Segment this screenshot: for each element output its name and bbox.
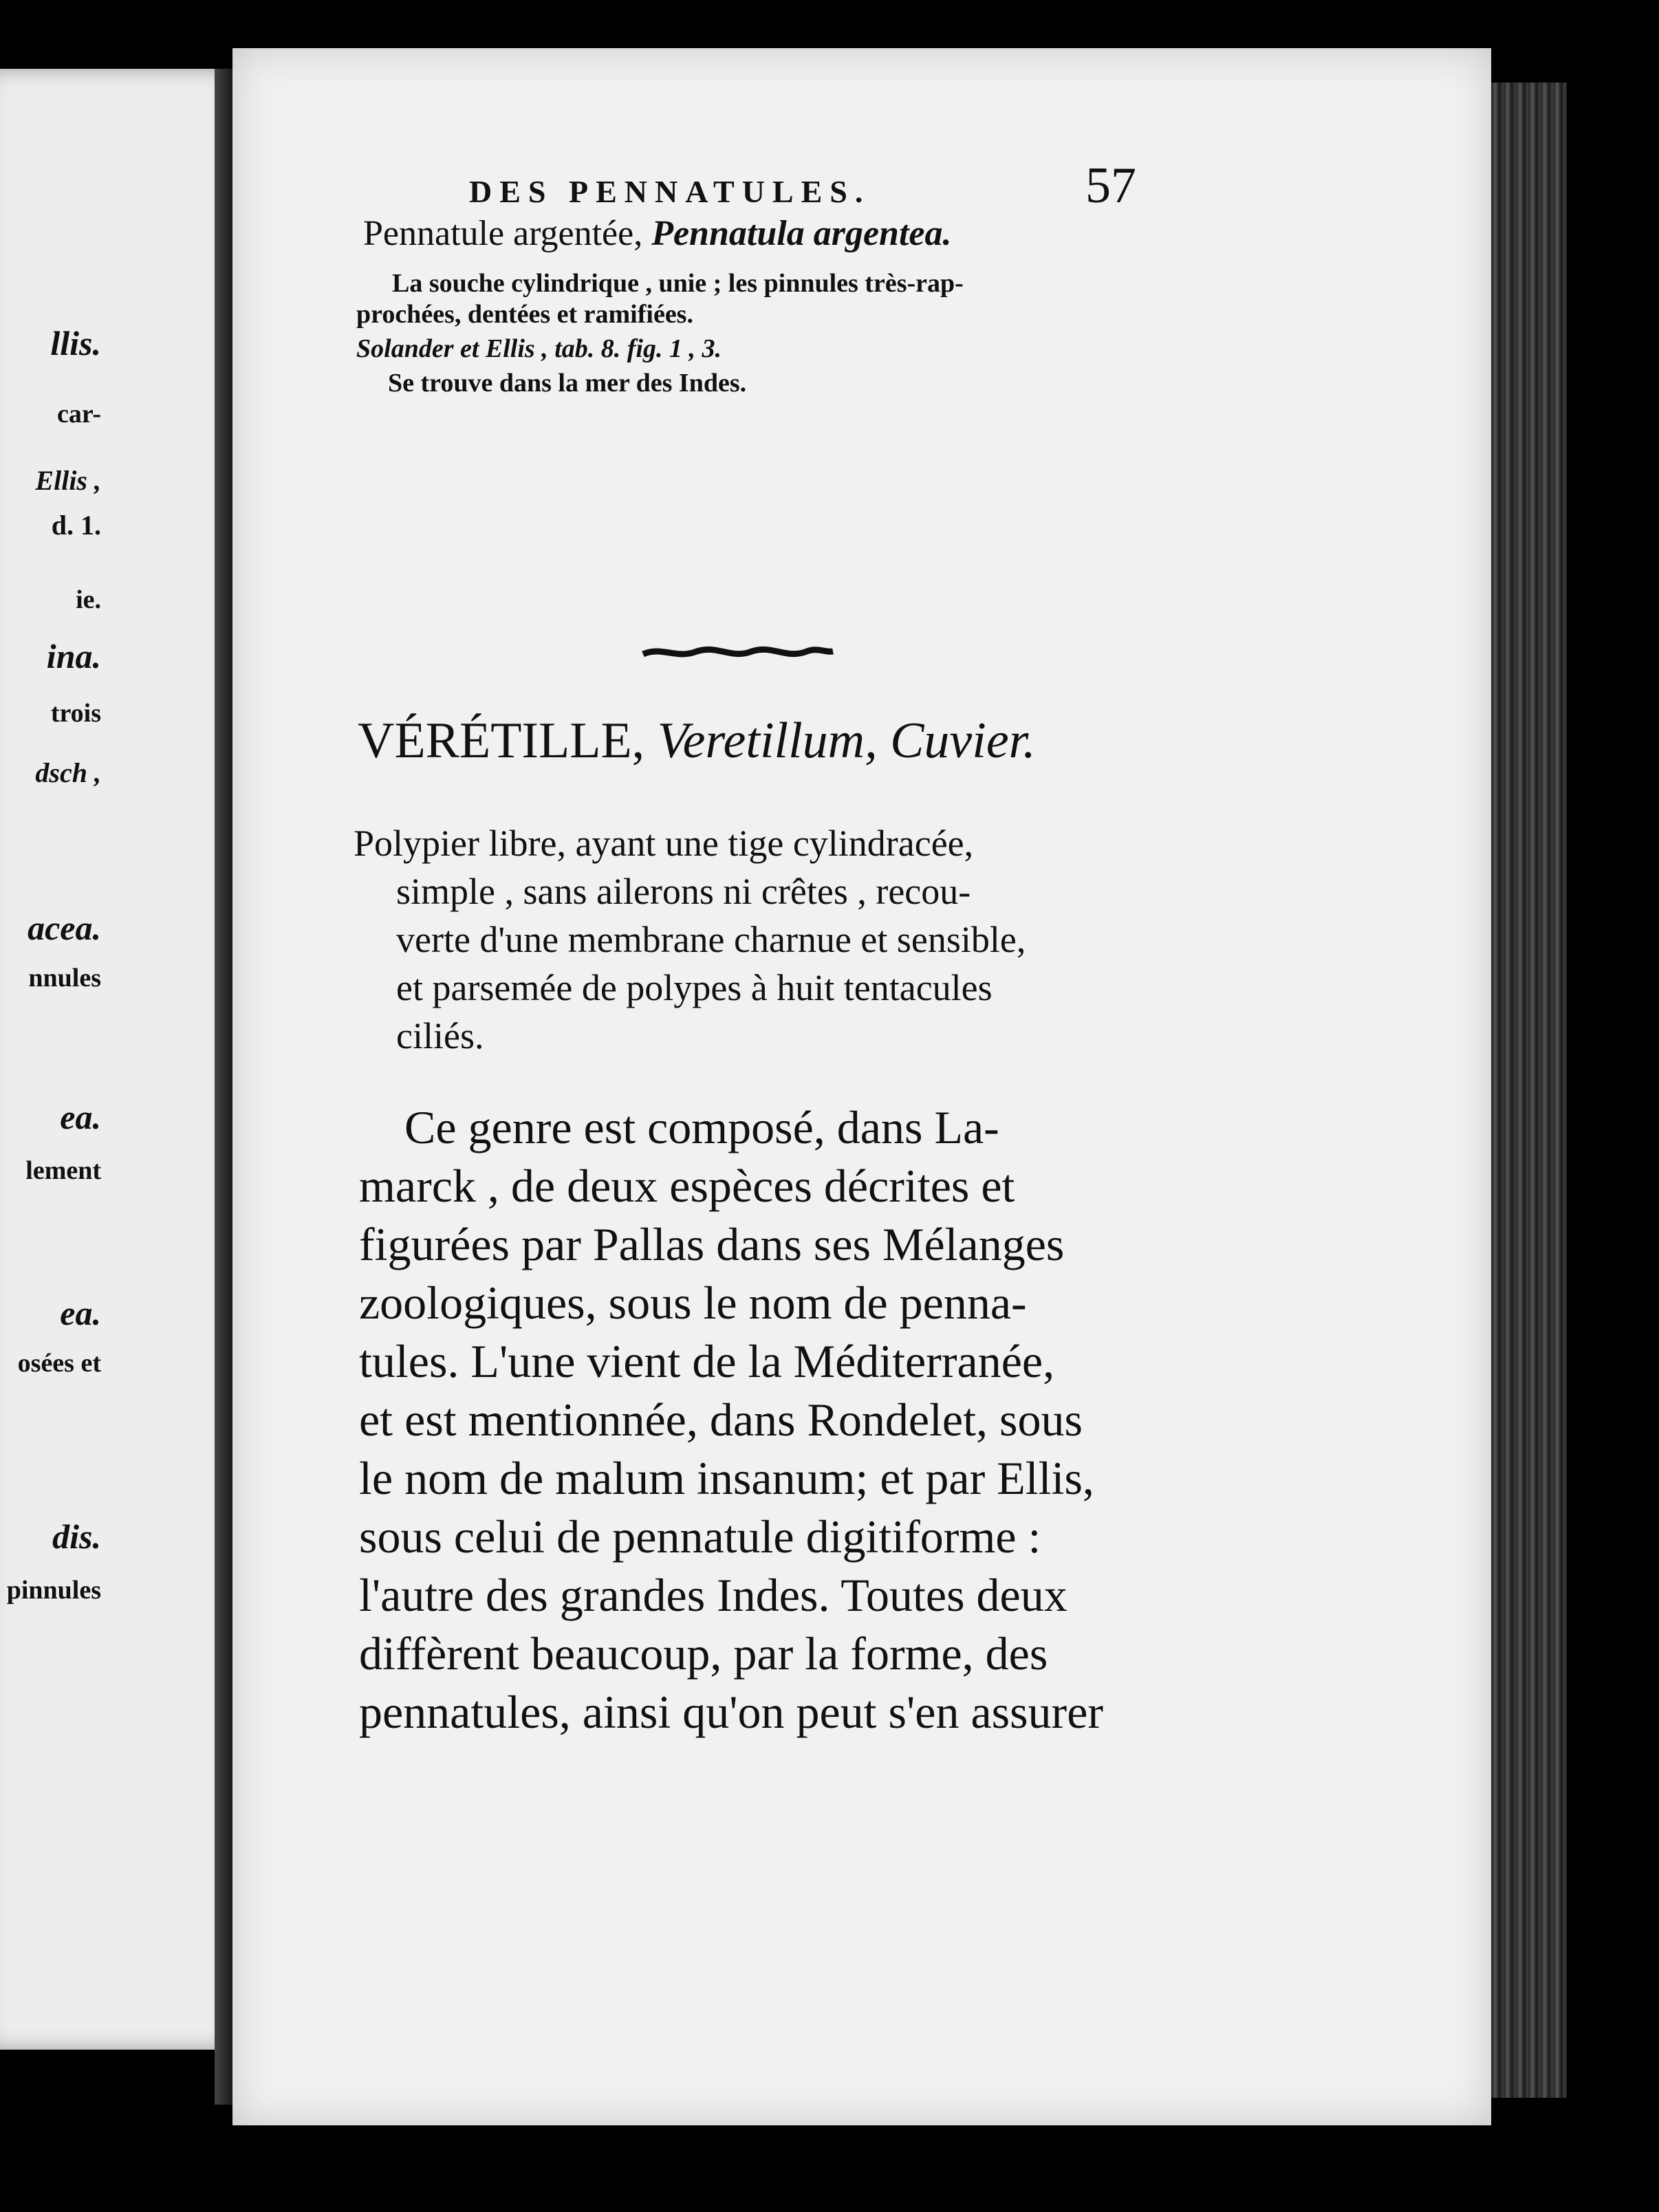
left-fragment: lement	[25, 1156, 101, 1185]
entry-line: La souche cylindrique , unie ; les pinnules très-rap-	[392, 269, 964, 298]
body-line: zoologiques, sous le nom de penna-	[359, 1277, 1027, 1329]
body-line: diffèrent beaucoup, par la forme, des	[359, 1627, 1048, 1680]
genus-author: Cuvier.	[890, 713, 1036, 769]
entry-line: prochées, dentées et ramifiées.	[356, 300, 693, 329]
body-line: sous celui de pennatule digitiforme :	[359, 1510, 1041, 1563]
left-fragment: d. 1.	[51, 510, 101, 541]
left-fragment: ea.	[60, 1294, 101, 1332]
genus-latin: Veretillum,	[657, 713, 878, 769]
running-title: DES PENNATULES.	[469, 174, 871, 209]
left-fragment: dis.	[52, 1517, 101, 1556]
body-line: marck , de deux espèces décrites et	[359, 1160, 1015, 1212]
body-line: le nom de malum insanum; et par Ellis,	[359, 1452, 1094, 1504]
definition-line: simple , sans ailerons ni crêtes , recou-	[396, 871, 971, 912]
entry-name: Pennatule argentée,	[363, 214, 643, 253]
left-fragment: trois	[50, 699, 101, 728]
genus-name: VÉRÉTILLE,	[358, 713, 645, 769]
ornament-rule	[642, 643, 834, 662]
left-fragment: pinnules	[6, 1576, 101, 1605]
page-edges	[1491, 83, 1567, 2098]
body-line: et est mentionnée, dans Rondelet, sous	[359, 1394, 1083, 1446]
left-fragment: dsch ,	[35, 757, 101, 788]
definition-line: Polypier libre, ayant une tige cylindracée,	[354, 823, 974, 864]
definition-line: verte d'une membrane charnue et sensible,	[396, 919, 1026, 960]
left-fragment: car-	[57, 400, 101, 429]
definition-line: ciliés.	[396, 1015, 484, 1056]
body-line: Ce genre est composé, dans La-	[404, 1101, 999, 1153]
left-fragment: llis.	[50, 324, 101, 362]
left-fragment: acea.	[28, 909, 101, 947]
genus-title	[358, 712, 1036, 770]
body-line: figurées par Pallas dans ses Mélanges	[359, 1218, 1065, 1270]
left-fragment: nnules	[28, 964, 101, 993]
left-fragment: ie.	[76, 585, 101, 614]
page-number: 57	[1085, 158, 1136, 214]
left-fragment: Ellis ,	[35, 465, 101, 496]
definition-line: et parsemée de polypes à huit tentacules	[396, 967, 993, 1008]
body-line: tules. L'une vient de la Méditerranée,	[359, 1335, 1055, 1387]
body-line: pennatules, ainsi qu'on peut s'en assurer	[359, 1686, 1104, 1738]
entry-latin: Pennatula argentea.	[651, 214, 952, 253]
left-fragment: ea.	[60, 1098, 101, 1136]
entry-line: Se trouve dans la mer des Indes.	[388, 369, 747, 398]
left-page	[0, 69, 244, 2050]
left-fragment: osées et	[17, 1349, 101, 1378]
right-page	[232, 48, 1491, 2125]
left-fragment: ina.	[46, 637, 101, 675]
entry-title	[363, 213, 951, 254]
entry-line: Solander et Ellis , tab. 8. fig. 1 , 3.	[356, 334, 722, 363]
body-line: l'autre des grandes Indes. Toutes deux	[359, 1569, 1067, 1621]
